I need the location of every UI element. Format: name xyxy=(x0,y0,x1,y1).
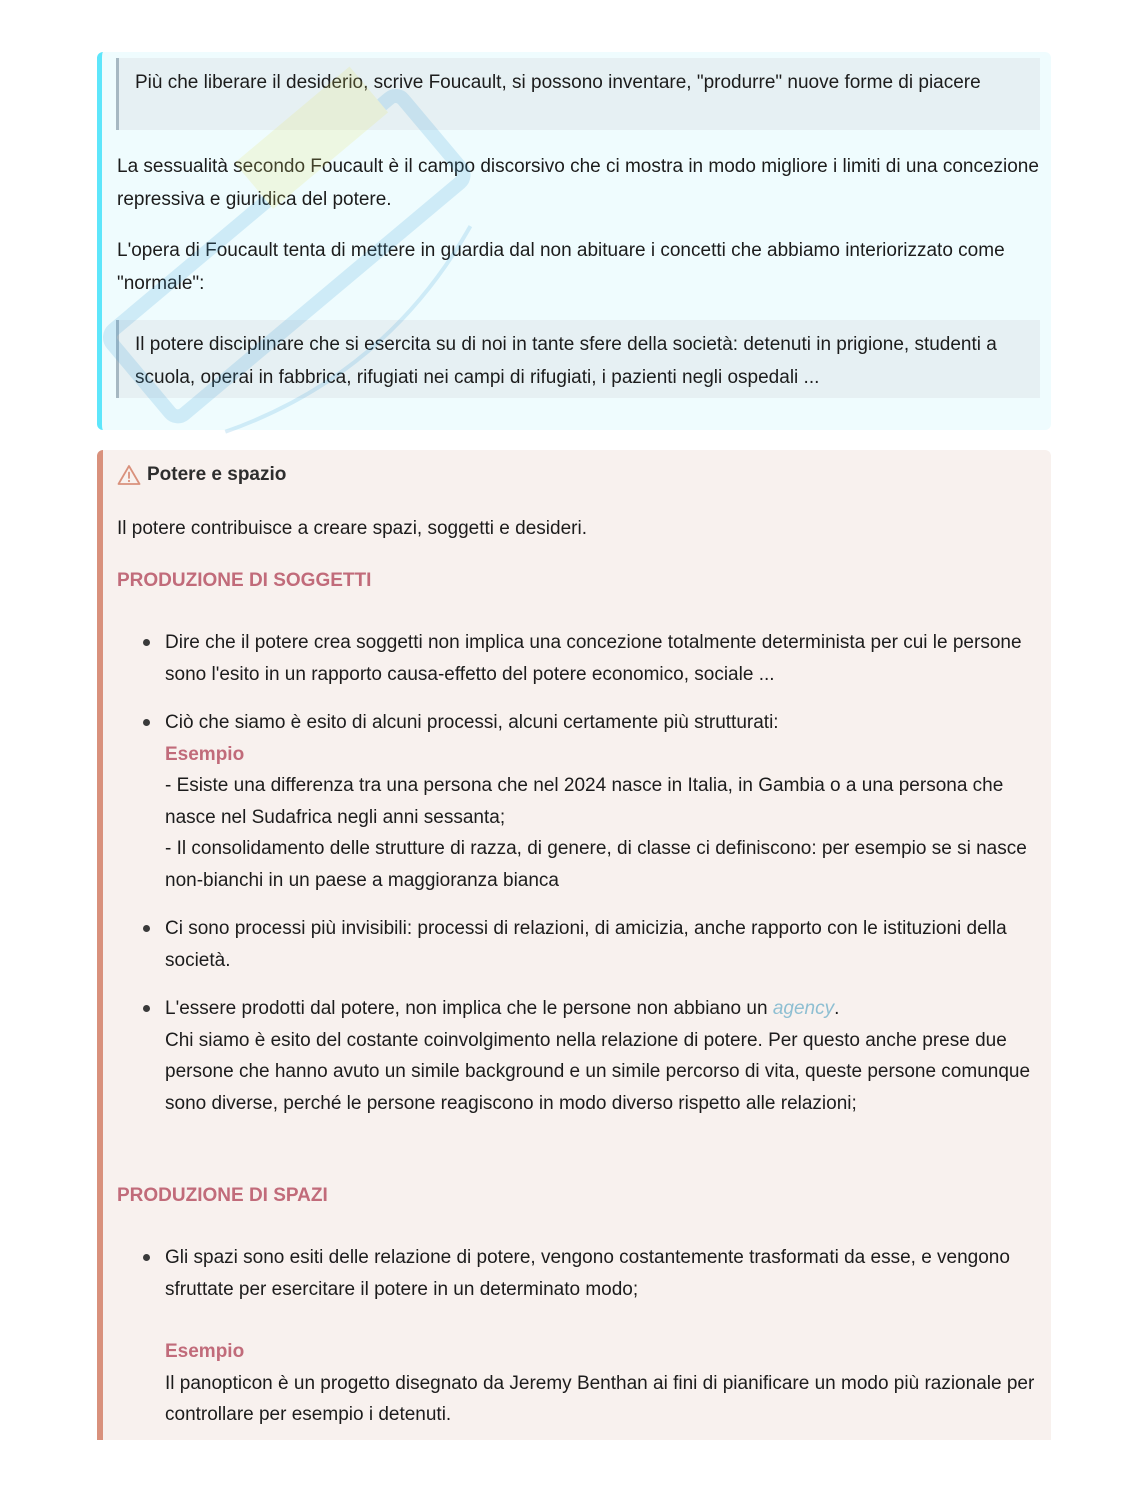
list-item-text: Dire che il potere crea soggetti non implica una concezione totalmente determinista per cui le persone sono l'esito in un rapporto causa-effetto del potere economico, sociale ... xyxy=(165,632,1022,685)
list-item xyxy=(165,707,1045,896)
quote-text: Il potere disciplinare che si esercita su di noi in tante sfere della società: detenuti in prigione, studenti a scuola, operai in fabbrica, rifugiati nei campi di rifugiati, i pazienti negli ospedali ... xyxy=(135,334,997,388)
warning-icon xyxy=(117,464,141,486)
callout-title-text: Potere e spazio xyxy=(147,464,287,485)
list-item-text: Ciò che siamo è esito di alcuni processi, alcuni certamente più strutturati: xyxy=(165,712,779,733)
paragraph-sessualita: La sessualità secondo Foucault è il campo discorsivo che ci mostra in modo migliore i limiti di una concezione repressiva e giuridica del potere. xyxy=(117,156,1039,210)
list-item-text: Gli spazi sono esiti delle relazione di potere, vengono costantemente trasformati da esse, e vengono sfruttate per esercitare il potere in un determinato modo; xyxy=(165,1247,1010,1300)
quote-text: Più che liberare il desiderio, scrive Foucault, si possono inventare, "produrre" nuove forme di piacere xyxy=(135,72,981,93)
paragraph-intro: Il potere contribuisce a creare spazi, soggetti e desideri. xyxy=(117,518,587,539)
list-item-text: Ci sono processi più invisibili: processi di relazioni, di amicizia, anche rapporto con le istituzioni della società. xyxy=(165,918,1007,971)
list-item-text: Chi siamo è esito del costante coinvolgimento nella relazione di potere. Per questo anche prese due persone che hanno avuto un simile background e un simile percorso di vita, queste persone comunque sono diverse, perché le persone reagiscono in modo diverso rispetto alle relazioni; xyxy=(165,1029,1031,1114)
list-item xyxy=(165,993,1045,1119)
list-item xyxy=(165,1242,1045,1431)
list-item-text: L'essere prodotti dal potere, non implica che le persone non abbiano un xyxy=(165,998,773,1019)
blockquote-piacere xyxy=(116,58,1040,130)
example-label: Esempio xyxy=(165,743,245,765)
example-line: - Il consolidamento delle strutture di razza, di genere, di classe ci definiscono: per esempio se si nasce non-bianchi in un paese a maggioranza bianca xyxy=(165,838,1027,891)
bullet-dot xyxy=(143,639,150,646)
agency-link[interactable]: agency xyxy=(772,998,835,1019)
example-line: - Esiste una differenza tra una persona che nel 2024 nasce in Italia, in Gambia o a una persona che nasce nel Sudafrica negli anni sessanta; xyxy=(165,775,1004,828)
list-item-text: . xyxy=(834,998,840,1019)
example-label: Esempio xyxy=(165,1341,245,1362)
heading-produzione-soggetti: PRODUZIONE DI SOGGETTI xyxy=(117,570,372,591)
bullet-dot xyxy=(143,1005,150,1012)
heading-produzione-spazi: PRODUZIONE DI SPAZI xyxy=(117,1185,328,1206)
list-item xyxy=(165,913,1045,976)
bullet-dot xyxy=(143,719,150,726)
callout-title xyxy=(117,460,286,490)
example-text: Il panopticon è un progetto disegnato da Jeremy Benthan ai fini di pianificare un modo più razionale per controllare per esempio i detenuti. xyxy=(165,1372,1035,1425)
bullet-dot xyxy=(143,1254,150,1261)
paragraph-opera-foucault: L'opera di Foucault tenta di mettere in guardia dal non abituare i concetti che abbiamo interiorizzato come "normale": xyxy=(117,240,1005,294)
bullet-dot xyxy=(143,925,150,932)
list-item xyxy=(165,627,1045,690)
blockquote-potere-disciplinare xyxy=(116,320,1040,398)
